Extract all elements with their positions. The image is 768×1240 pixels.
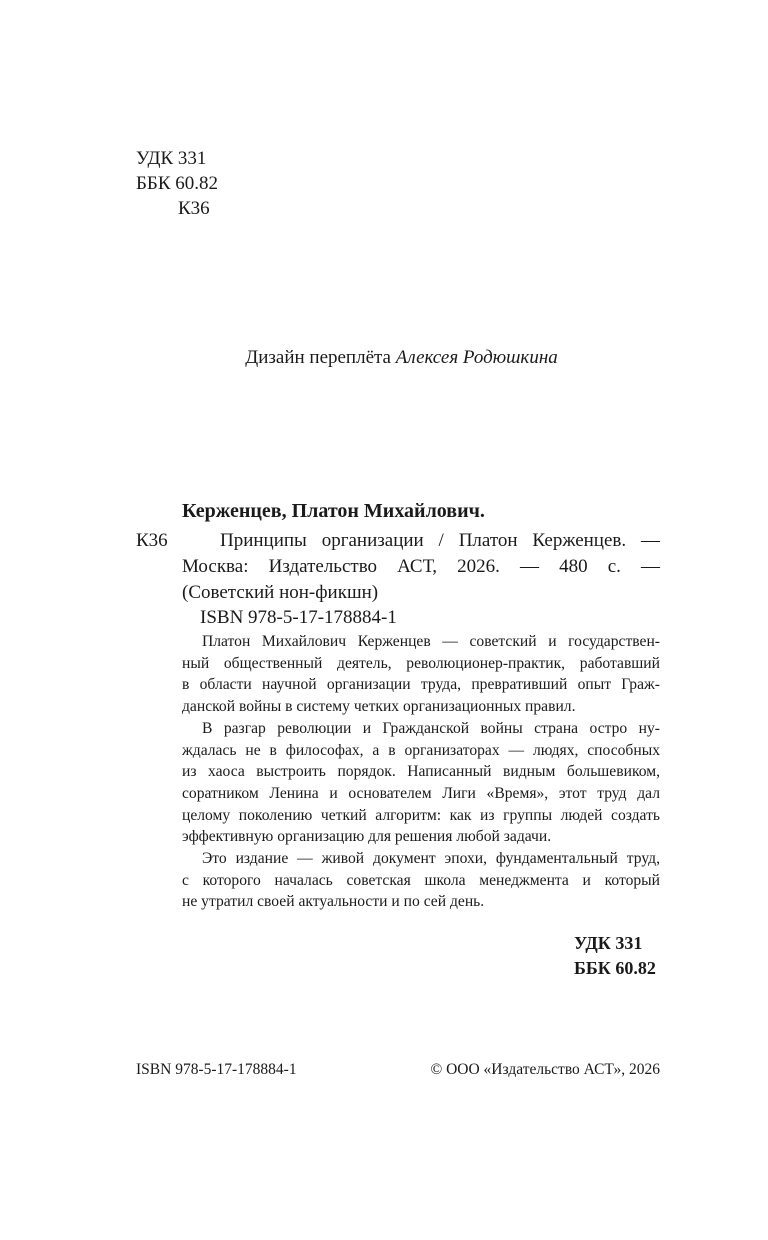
- top-classification-codes: [136, 146, 218, 221]
- annotation-line: целому поколению четкий алгоритм: как из группы людей создать: [182, 806, 660, 824]
- bibliographic-description: [182, 528, 660, 606]
- designer-name: Алексея Родюшкина: [395, 347, 558, 368]
- annotation-line: с которого началась советская школа менеджмента и который: [182, 871, 660, 889]
- annotation-paragraph: [182, 631, 660, 718]
- cover-design-credit: [0, 347, 768, 369]
- annotation-line: Платон Михайлович Керженцев — советский и государствен-: [202, 633, 660, 650]
- annotation-line: Это издание — живой документ эпохи, фундаментальный труд,: [202, 850, 660, 868]
- footer-isbn: ISBN 978-5-17-178884-1: [136, 1061, 297, 1078]
- design-credit-prefix: Дизайн переплёта: [245, 347, 391, 368]
- bbk-code: ББК 60.82: [136, 173, 218, 194]
- author-sign: К36: [178, 198, 210, 219]
- biblio-line: (Советский нон-фикшн): [182, 582, 379, 603]
- bibliographic-author: Керженцев, Платон Михайлович.: [182, 500, 485, 522]
- annotation-line: ный общественный деятель, революционер-практик, работавший: [182, 654, 660, 672]
- udk-code: УДК 331: [136, 148, 207, 169]
- annotation: [182, 631, 660, 913]
- bottom-classification-codes: [574, 931, 656, 981]
- annotation-line: не утратил своей актуальности и по сей день.: [182, 893, 485, 911]
- annotation-paragraph: [182, 718, 660, 848]
- annotation-line: соратником Ленина и основателем Лиги «Время», этот труд дал: [182, 784, 660, 802]
- annotation-line: В разгар революции и Гражданской войны страна остро ну-: [202, 719, 660, 737]
- bibliographic-author-sign: К36: [136, 530, 168, 551]
- annotation-line: в области научной организации труда, превративший опыт Граж-: [182, 676, 660, 694]
- annotation-line: данской войны в систему четких организационных правил.: [182, 698, 576, 716]
- biblio-line: Принципы организации / Платон Керженцев. —: [220, 530, 660, 551]
- footer-copyright: © ООО «Издательство АСТ», 2026: [430, 1061, 660, 1078]
- isbn: ISBN 978-5-17-178884-1: [200, 607, 397, 628]
- annotation-line: эффективную организацию для решения любой задачи.: [182, 828, 552, 846]
- annotation-line: из хаоса выстроить порядок. Написанный видным большевиком,: [182, 763, 660, 781]
- annotation-line: ждалась не в философах, а в организаторах — людях, способных: [182, 741, 660, 759]
- bbk-code-bottom: ББК 60.82: [574, 958, 656, 978]
- annotation-paragraph: [182, 848, 660, 913]
- biblio-line: Москва: Издательство АСТ, 2026. — 480 с. —: [182, 556, 660, 577]
- udk-code-bottom: УДК 331: [574, 933, 643, 953]
